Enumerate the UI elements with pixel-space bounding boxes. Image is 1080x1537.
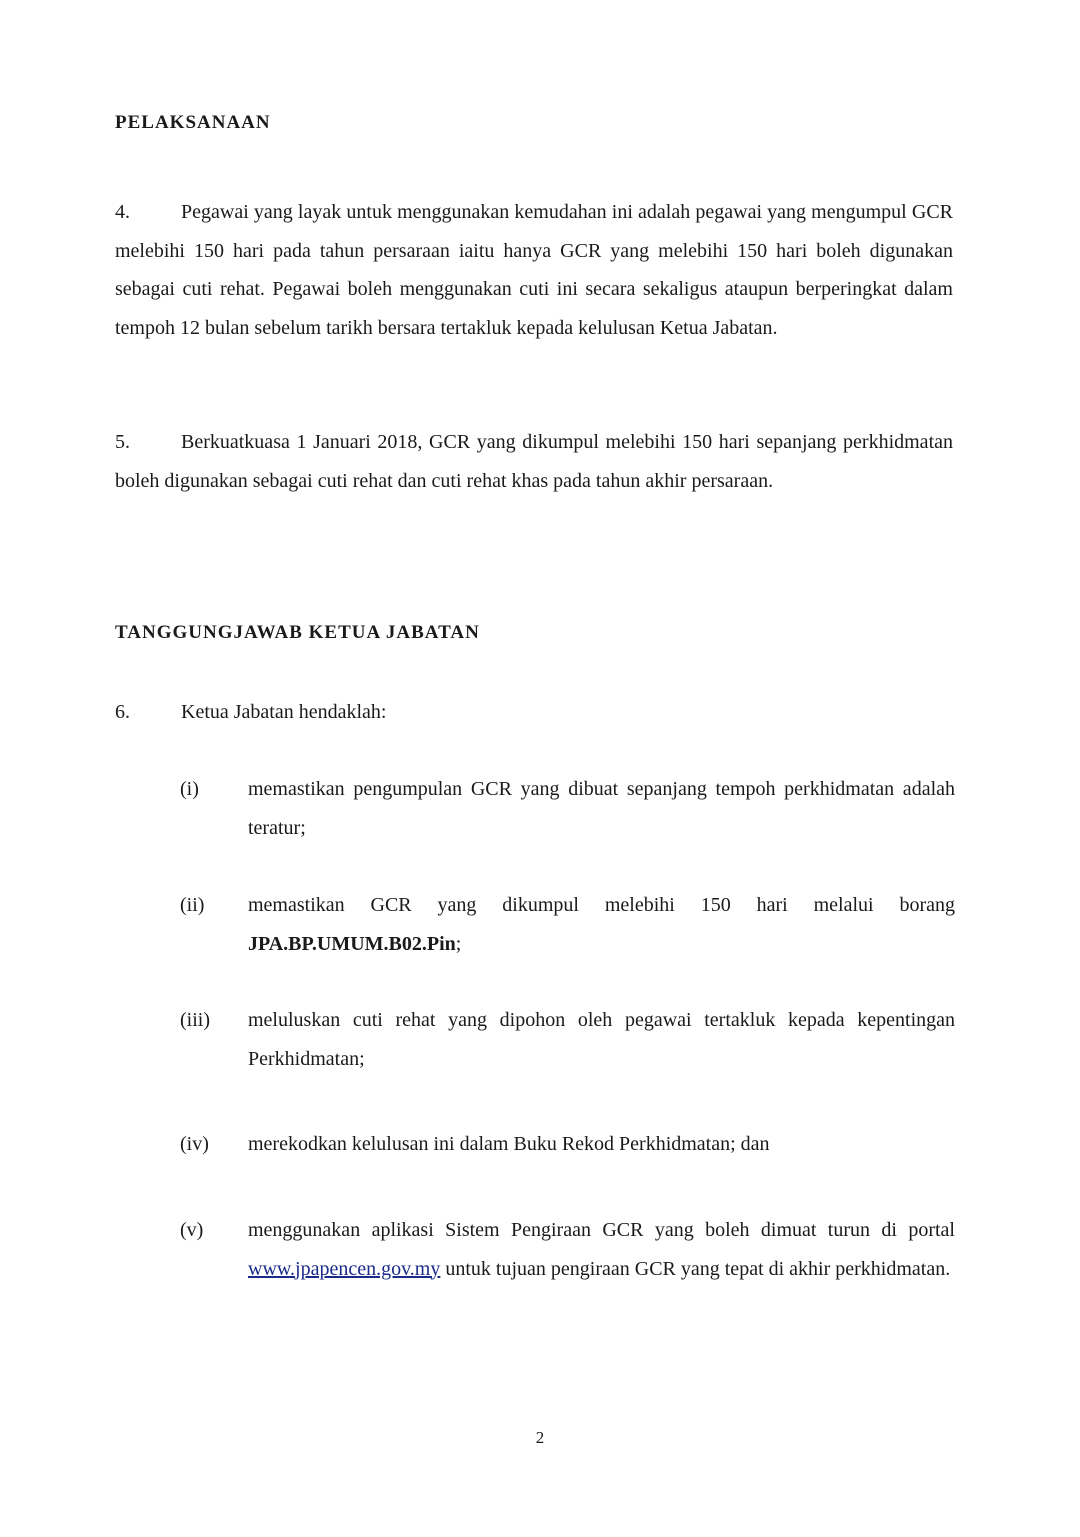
section-heading-tanggungjawab: TANGGUNGJAWAB KETUA JABATAN	[115, 622, 480, 643]
form-code-suffix: ;	[455, 932, 462, 955]
portal-link[interactable]: www.jpapencen.gov.my	[248, 1257, 441, 1280]
list-item-text: meluluskan cuti rehat yang dipohon oleh pegawai tertakluk kepada kepentingan Perkhidmatan;	[248, 1009, 955, 1070]
page-number: 2	[535, 1428, 545, 1447]
list-item-label: (v)	[180, 1219, 204, 1241]
list-item-body	[248, 886, 955, 963]
paragraph-number: 4.	[115, 201, 130, 223]
list-item-label: (ii)	[180, 894, 205, 916]
paragraph-text: Pegawai yang layak untuk menggunakan kemudahan ini adalah pegawai yang mengumpul GCR melebihi 150 hari pada tahun persaraan iaitu hanya GCR yang melebihi 150 hari boleh digunakan sebagai cuti rehat. Pegawai boleh menggunakan cuti ini secara sekaligus ataupun berperingkat dalam tempoh 12 bulan sebelum tarikh bersara tertakluk kepada kelulusan Ketua Jabatan.	[115, 201, 953, 339]
paragraph-text: Ketua Jabatan hendaklah:	[181, 701, 387, 723]
list-item-iii	[180, 1001, 955, 1078]
paragraph-text: Berkuatkuasa 1 Januari 2018, GCR yang dikumpul melebihi 150 hari sepanjang perkhidmatan boleh digunakan sebagai cuti rehat dan cuti rehat khas pada tahun akhir persaraan.	[115, 431, 953, 492]
list-item-text: menggunakan aplikasi Sistem Pengiraan GCR yang boleh dimuat turun di portal	[248, 1219, 955, 1241]
form-code: JPA.BP.UMUM.B02.Pin	[248, 932, 456, 955]
list-item-ii	[180, 886, 955, 963]
list-item-text: merekodkan kelulusan ini dalam Buku Rekod Perkhidmatan; dan	[248, 1133, 770, 1155]
paragraph-5	[115, 423, 953, 500]
list-item-text: memastikan GCR yang dikumpul melebihi 150 hari melalui borang	[248, 894, 955, 916]
list-item-label: (iv)	[180, 1133, 209, 1155]
paragraph-number: 5.	[115, 431, 130, 453]
list-item-label: (iii)	[180, 1009, 210, 1031]
list-item-iv	[180, 1125, 955, 1164]
paragraph-6	[115, 693, 953, 732]
paragraph-number: 6.	[115, 701, 130, 723]
list-item-i	[180, 770, 955, 847]
paragraph-4	[115, 193, 953, 347]
list-item-text-continued: untuk tujuan pengiraan GCR yang tepat di akhir perkhidmatan.	[445, 1257, 951, 1280]
list-item-v	[180, 1211, 955, 1288]
section-heading-pelaksanaan: PELAKSANAAN	[115, 112, 271, 133]
list-item-label: (i)	[180, 778, 199, 800]
list-item-body	[248, 1211, 955, 1288]
list-item-text: memastikan pengumpulan GCR yang dibuat sepanjang tempoh perkhidmatan adalah teratur;	[248, 778, 955, 839]
